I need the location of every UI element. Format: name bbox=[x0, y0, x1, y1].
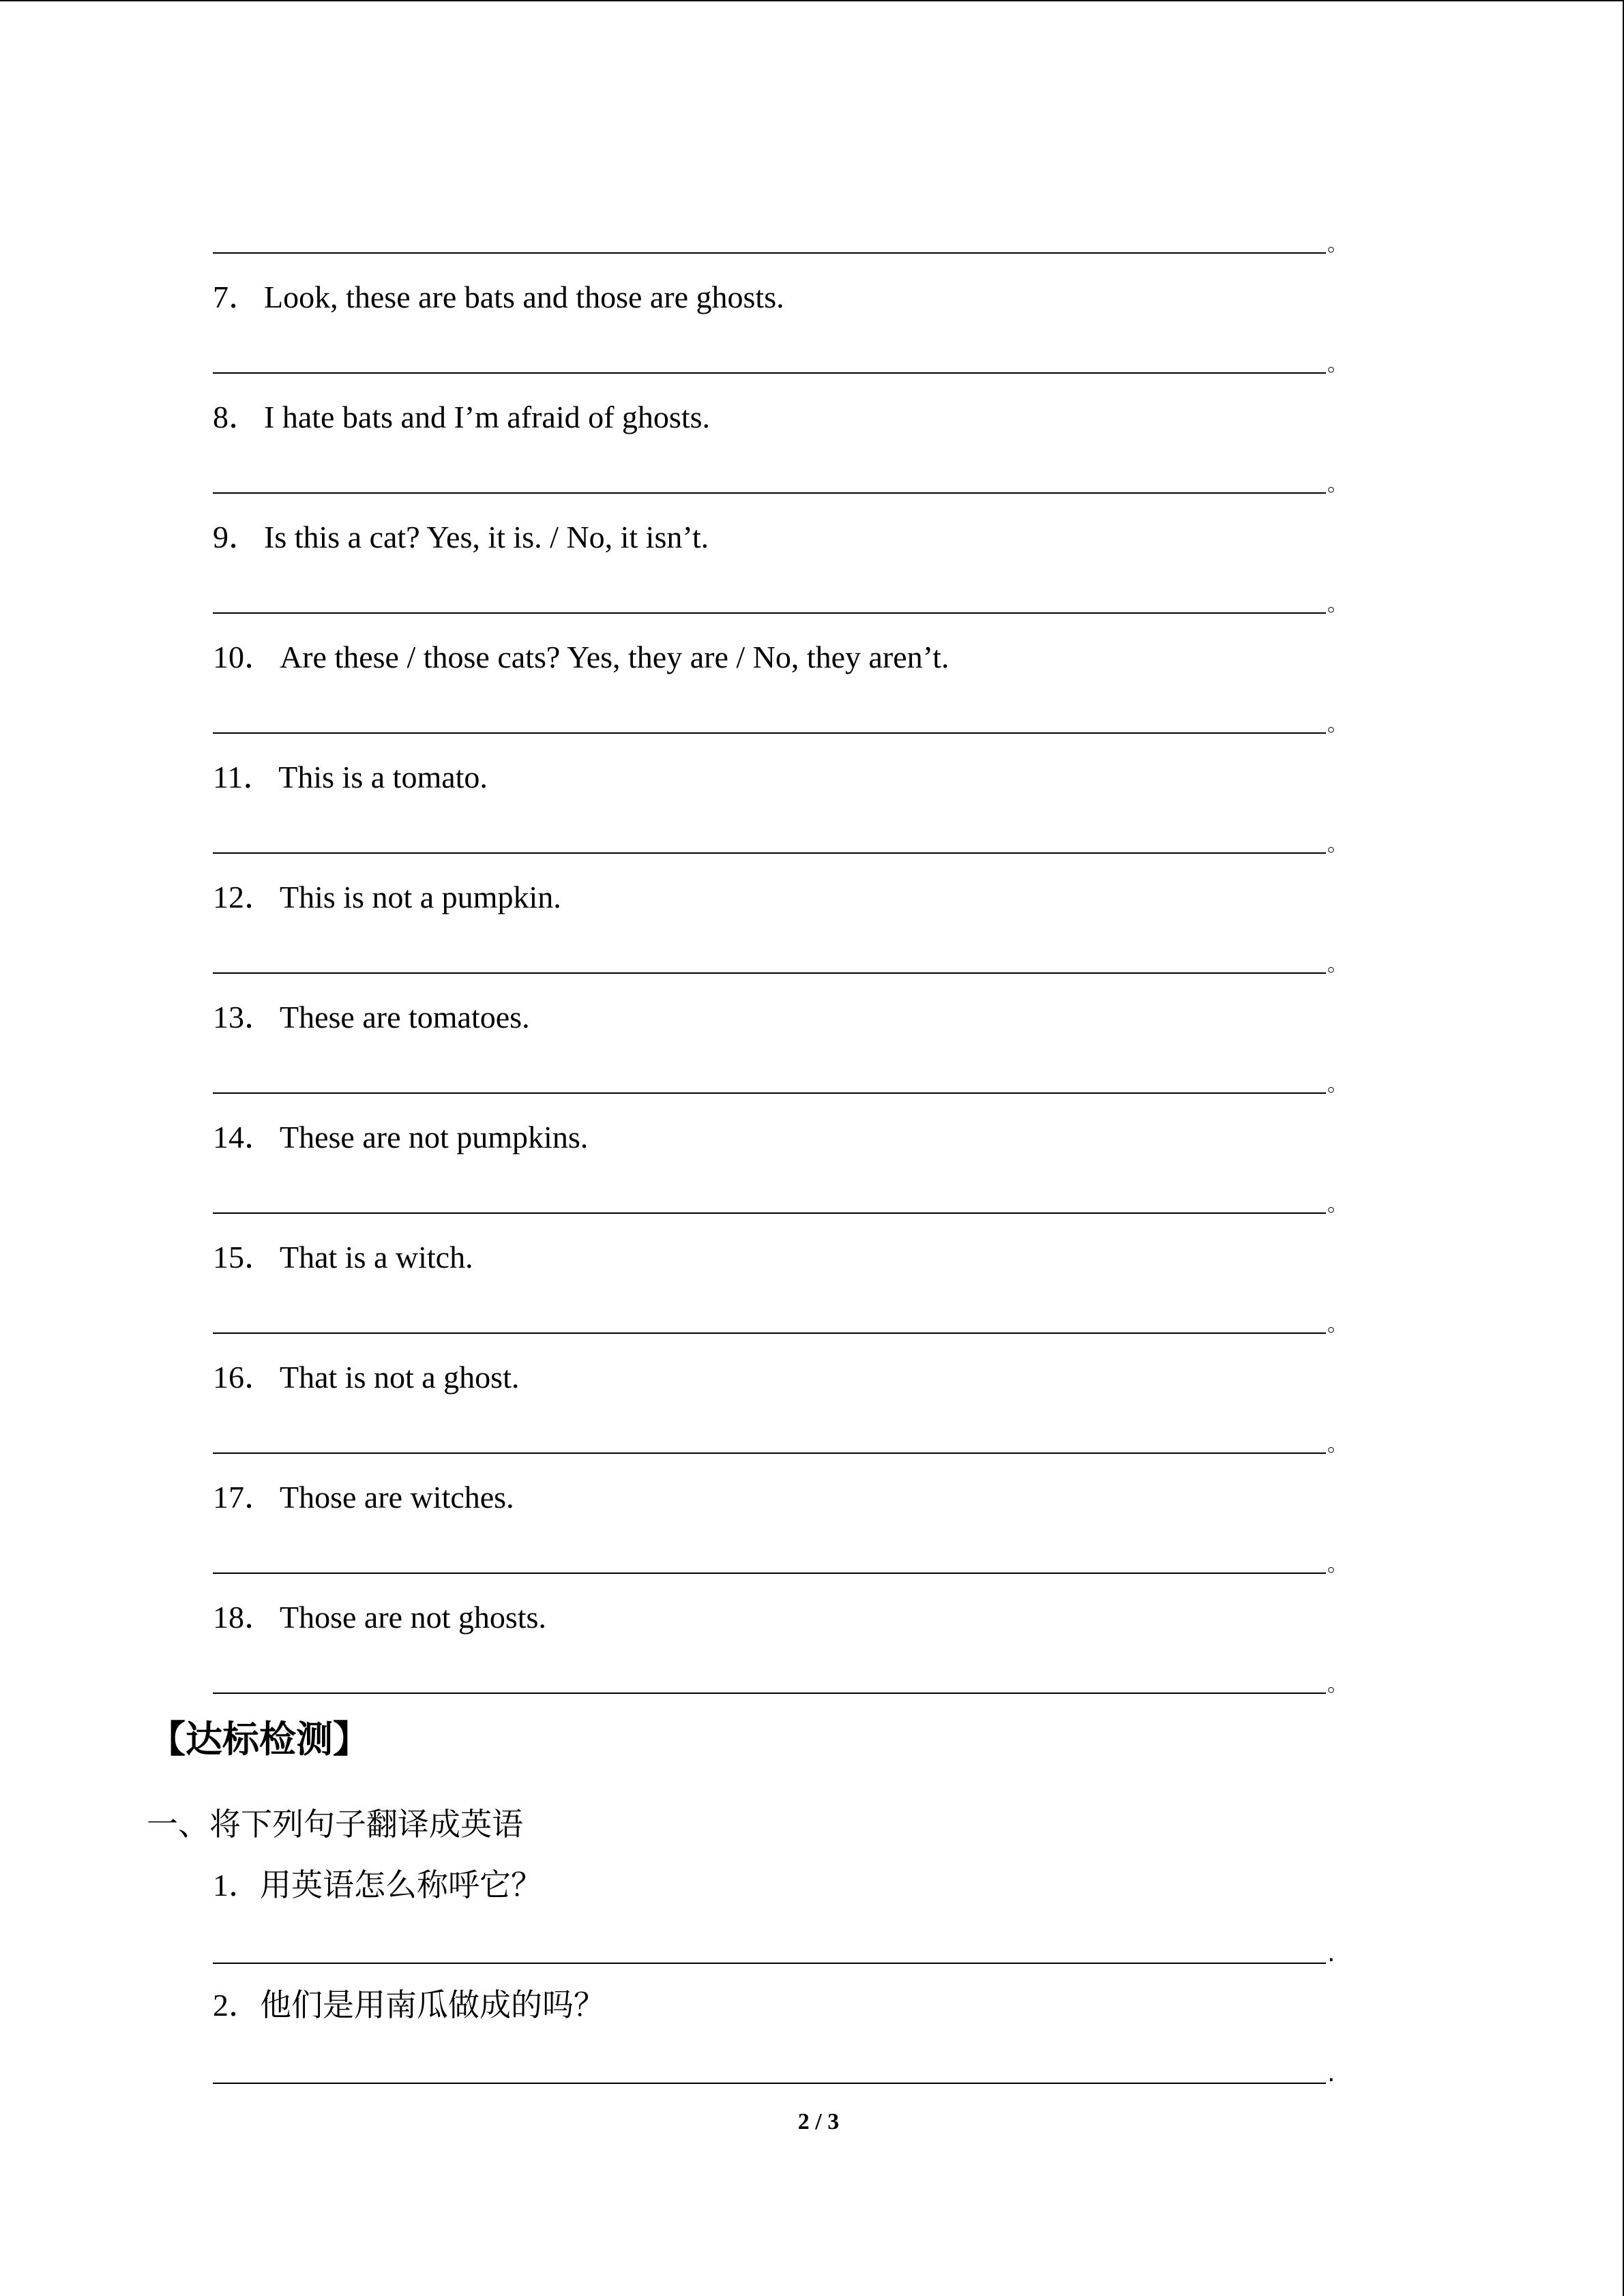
question-text: This is not a pumpkin. bbox=[280, 880, 561, 914]
question-text: I hate bats and I’m afraid of ghosts. bbox=[264, 400, 711, 434]
question-number: 10． bbox=[213, 640, 276, 674]
question-16 bbox=[213, 1358, 519, 1397]
answer-line-11[interactable] bbox=[213, 852, 1326, 854]
question-number: 12． bbox=[213, 880, 276, 914]
line-end-mark: 。 bbox=[1327, 1673, 1348, 1697]
question-number: 17． bbox=[213, 1480, 276, 1515]
line-end-mark: 。 bbox=[1327, 1073, 1348, 1097]
answer-line-8[interactable] bbox=[213, 492, 1326, 494]
section-heading: 【达标检测】 bbox=[149, 1718, 370, 1761]
question-10 bbox=[213, 638, 949, 676]
question-number: 18． bbox=[213, 1600, 276, 1635]
translation-question-1 bbox=[213, 1866, 542, 1905]
answer-line-15[interactable] bbox=[213, 1332, 1326, 1334]
line-end-mark: 。 bbox=[1327, 593, 1348, 616]
question-number: 9． bbox=[213, 520, 260, 554]
question-text: That is a witch. bbox=[280, 1240, 473, 1274]
line-end-mark: . bbox=[1327, 1939, 1335, 1967]
line-end-mark: 。 bbox=[1327, 833, 1348, 856]
answer-line-9[interactable] bbox=[213, 612, 1326, 614]
question-text: Are these / those cats? Yes, they are / No, they aren’t. bbox=[280, 640, 949, 674]
question-7 bbox=[213, 278, 784, 316]
question-text: Those are not ghosts. bbox=[280, 1600, 546, 1635]
answer-line-10[interactable] bbox=[213, 732, 1326, 734]
answer-line-7[interactable] bbox=[213, 372, 1326, 374]
line-end-mark: 。 bbox=[1327, 473, 1348, 496]
question-8 bbox=[213, 398, 710, 436]
answer-line-12[interactable] bbox=[213, 972, 1326, 974]
line-end-mark: 。 bbox=[1327, 1193, 1348, 1217]
question-number: 14． bbox=[213, 1120, 276, 1154]
question-number: 2． bbox=[213, 1988, 260, 2023]
question-text: These are tomatoes. bbox=[280, 1000, 530, 1034]
question-text: These are not pumpkins. bbox=[280, 1120, 589, 1154]
line-end-mark: 。 bbox=[1327, 1553, 1348, 1577]
question-12 bbox=[213, 878, 561, 916]
question-15 bbox=[213, 1238, 473, 1277]
answer-line-6[interactable] bbox=[213, 252, 1326, 254]
line-end-mark: 。 bbox=[1327, 713, 1348, 736]
question-text: Those are witches. bbox=[280, 1480, 514, 1515]
question-number: 1． bbox=[213, 1868, 260, 1903]
question-text: This is a tomato. bbox=[278, 760, 488, 794]
question-number: 13． bbox=[213, 1000, 276, 1034]
question-13 bbox=[213, 998, 530, 1037]
answer-line-16[interactable] bbox=[213, 1452, 1326, 1454]
question-text: Is this a cat? Yes, it is. / No, it isn’t. bbox=[264, 520, 709, 554]
question-9 bbox=[213, 518, 709, 556]
translation-answer-line-1[interactable] bbox=[213, 1963, 1326, 1964]
question-number: 16． bbox=[213, 1360, 276, 1395]
answer-line-17[interactable] bbox=[213, 1572, 1326, 1574]
question-18 bbox=[213, 1598, 546, 1637]
question-11 bbox=[213, 758, 488, 796]
question-text: That is not a ghost. bbox=[280, 1360, 520, 1395]
question-text: 他们是用南瓜做成的吗？ bbox=[260, 1986, 605, 2023]
answer-line-14[interactable] bbox=[213, 1212, 1326, 1214]
answer-line-18[interactable] bbox=[213, 1693, 1326, 1694]
part-title: 一、将下列句子翻译成英语 bbox=[147, 1806, 523, 1843]
line-end-mark: 。 bbox=[1327, 353, 1348, 376]
question-number: 11． bbox=[213, 760, 275, 794]
translation-question-2 bbox=[213, 1986, 605, 2025]
question-14 bbox=[213, 1118, 588, 1157]
line-end-mark: 。 bbox=[1327, 233, 1348, 256]
question-number: 8． bbox=[213, 400, 260, 434]
translation-answer-line-2[interactable] bbox=[213, 2083, 1326, 2084]
question-text: Look, these are bats and those are ghosts. bbox=[264, 280, 784, 314]
answer-line-13[interactable] bbox=[213, 1092, 1326, 1094]
question-number: 15． bbox=[213, 1240, 276, 1274]
line-end-mark: 。 bbox=[1327, 1313, 1348, 1337]
line-end-mark: 。 bbox=[1327, 1433, 1348, 1457]
page-number: 2 / 3 bbox=[797, 2109, 840, 2134]
question-number: 7． bbox=[213, 280, 260, 314]
question-text: 用英语怎么称呼它？ bbox=[260, 1866, 542, 1903]
question-17 bbox=[213, 1478, 514, 1517]
line-end-mark: . bbox=[1327, 2059, 1335, 2087]
line-end-mark: 。 bbox=[1327, 953, 1348, 976]
